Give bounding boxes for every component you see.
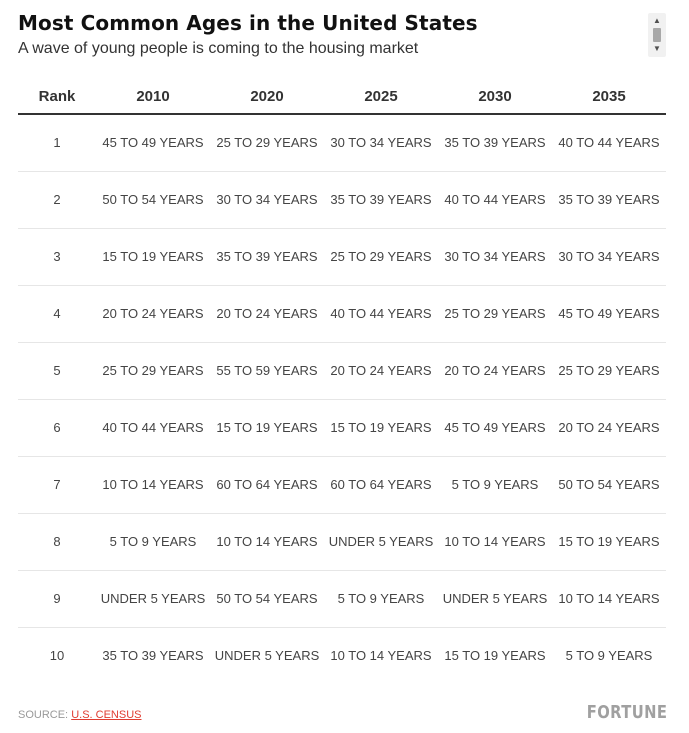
rank-cell: 3 bbox=[18, 229, 96, 286]
age-group-cell: UNDER 5 YEARS bbox=[324, 514, 438, 571]
age-group-cell: 40 TO 44 YEARS bbox=[96, 400, 210, 457]
column-header-2025: 2025 bbox=[324, 79, 438, 114]
age-group-cell: 30 TO 34 YEARS bbox=[324, 114, 438, 172]
age-group-cell: 10 TO 14 YEARS bbox=[210, 514, 324, 571]
age-group-cell: 30 TO 34 YEARS bbox=[210, 172, 324, 229]
rank-cell: 1 bbox=[18, 114, 96, 172]
page-subtitle: A wave of young people is coming to the housing market bbox=[18, 40, 419, 57]
table-row bbox=[18, 286, 666, 343]
age-group-cell: 60 TO 64 YEARS bbox=[324, 457, 438, 514]
age-group-cell: UNDER 5 YEARS bbox=[214, 648, 320, 663]
age-group-cell: 50 TO 54 YEARS bbox=[96, 172, 210, 229]
scroll-up-icon[interactable]: ▲ bbox=[653, 16, 661, 25]
age-group-cell: 35 TO 39 YEARS bbox=[552, 172, 666, 229]
rank-cell: 5 bbox=[18, 343, 96, 400]
age-group-cell: 45 TO 49 YEARS bbox=[552, 286, 666, 343]
table-row bbox=[18, 400, 666, 457]
age-group-cell: 20 TO 24 YEARS bbox=[324, 343, 438, 400]
age-group-cell: 55 TO 59 YEARS bbox=[210, 343, 324, 400]
rank-cell: 6 bbox=[18, 400, 96, 457]
age-group-cell: 25 TO 29 YEARS bbox=[96, 343, 210, 400]
age-group-cell: 30 TO 34 YEARS bbox=[438, 229, 552, 286]
age-group-cell: 20 TO 24 YEARS bbox=[210, 286, 324, 343]
age-group-cell: UNDER 5 YEARS bbox=[438, 571, 552, 628]
source-link[interactable]: U.S. CENSUS bbox=[71, 709, 142, 721]
age-group-cell: 40 TO 44 YEARS bbox=[552, 114, 666, 172]
rank-cell: 8 bbox=[18, 514, 96, 571]
age-group-cell: 10 TO 14 YEARS bbox=[552, 571, 666, 628]
table-row bbox=[18, 457, 666, 514]
scroll-thumb[interactable] bbox=[653, 28, 661, 42]
scroll-down-icon[interactable]: ▼ bbox=[653, 44, 661, 53]
age-group-cell: 35 TO 39 YEARS bbox=[210, 229, 324, 286]
age-group-cell: 15 TO 19 YEARS bbox=[552, 514, 666, 571]
age-group-cell: UNDER 5 YEARS bbox=[96, 571, 210, 628]
age-group-cell: 10 TO 14 YEARS bbox=[438, 514, 552, 571]
age-group-cell: 35 TO 39 YEARS bbox=[102, 648, 204, 663]
rank-cell: 10 bbox=[49, 648, 65, 663]
table-header-row bbox=[18, 79, 666, 114]
column-header-2010: 2010 bbox=[96, 79, 210, 114]
table-row bbox=[18, 571, 666, 628]
source-label: SOURCE: bbox=[18, 709, 69, 721]
table-row bbox=[18, 628, 666, 685]
age-group-cell: 10 TO 14 YEARS bbox=[96, 457, 210, 514]
age-group-cell: 5 TO 9 YEARS bbox=[96, 514, 210, 571]
column-header-2020: 2020 bbox=[210, 79, 324, 114]
table-row bbox=[18, 343, 666, 400]
table-row bbox=[18, 514, 666, 571]
age-group-cell: 25 TO 29 YEARS bbox=[552, 343, 666, 400]
age-group-cell: 25 TO 29 YEARS bbox=[324, 229, 438, 286]
age-group-cell: 25 TO 29 YEARS bbox=[210, 114, 324, 172]
age-group-cell: 50 TO 54 YEARS bbox=[210, 571, 324, 628]
column-header-2035: 2035 bbox=[552, 79, 666, 114]
age-group-cell: 30 TO 34 YEARS bbox=[552, 229, 666, 286]
rank-cell: 4 bbox=[18, 286, 96, 343]
age-group-cell: 35 TO 39 YEARS bbox=[438, 114, 552, 172]
table-row bbox=[18, 172, 666, 229]
column-header-rank: Rank bbox=[18, 79, 96, 114]
table-row bbox=[18, 229, 666, 286]
fortune-logo: FORTUNE bbox=[586, 702, 667, 723]
age-group-cell: 5 TO 9 YEARS bbox=[438, 457, 552, 514]
age-group-cell: 25 TO 29 YEARS bbox=[438, 286, 552, 343]
age-group-cell: 20 TO 24 YEARS bbox=[438, 343, 552, 400]
age-group-cell: 40 TO 44 YEARS bbox=[324, 286, 438, 343]
rank-cell: 9 bbox=[18, 571, 96, 628]
age-group-cell: 5 TO 9 YEARS bbox=[324, 571, 438, 628]
age-group-cell: 5 TO 9 YEARS bbox=[565, 648, 653, 663]
age-group-cell: 15 TO 19 YEARS bbox=[210, 400, 324, 457]
vertical-scrollbar[interactable] bbox=[648, 13, 666, 57]
table-row bbox=[18, 114, 666, 172]
age-group-cell: 45 TO 49 YEARS bbox=[96, 114, 210, 172]
page-title: Most Common Ages in the United States bbox=[18, 11, 478, 35]
age-group-cell: 15 TO 19 YEARS bbox=[96, 229, 210, 286]
column-header-2030: 2030 bbox=[438, 79, 552, 114]
age-group-cell: 60 TO 64 YEARS bbox=[210, 457, 324, 514]
age-group-cell: 15 TO 19 YEARS bbox=[444, 648, 546, 663]
age-group-cell: 15 TO 19 YEARS bbox=[324, 400, 438, 457]
age-group-cell: 35 TO 39 YEARS bbox=[324, 172, 438, 229]
rank-cell: 2 bbox=[18, 172, 96, 229]
age-group-cell: 10 TO 14 YEARS bbox=[330, 648, 432, 663]
age-group-cell: 50 TO 54 YEARS bbox=[552, 457, 666, 514]
ages-table bbox=[18, 79, 666, 684]
age-group-cell: 40 TO 44 YEARS bbox=[438, 172, 552, 229]
table-body bbox=[18, 114, 666, 684]
age-group-cell: 20 TO 24 YEARS bbox=[96, 286, 210, 343]
age-group-cell: 45 TO 49 YEARS bbox=[438, 400, 552, 457]
rank-cell: 7 bbox=[18, 457, 96, 514]
source-note bbox=[18, 709, 141, 721]
age-group-cell: 20 TO 24 YEARS bbox=[552, 400, 666, 457]
